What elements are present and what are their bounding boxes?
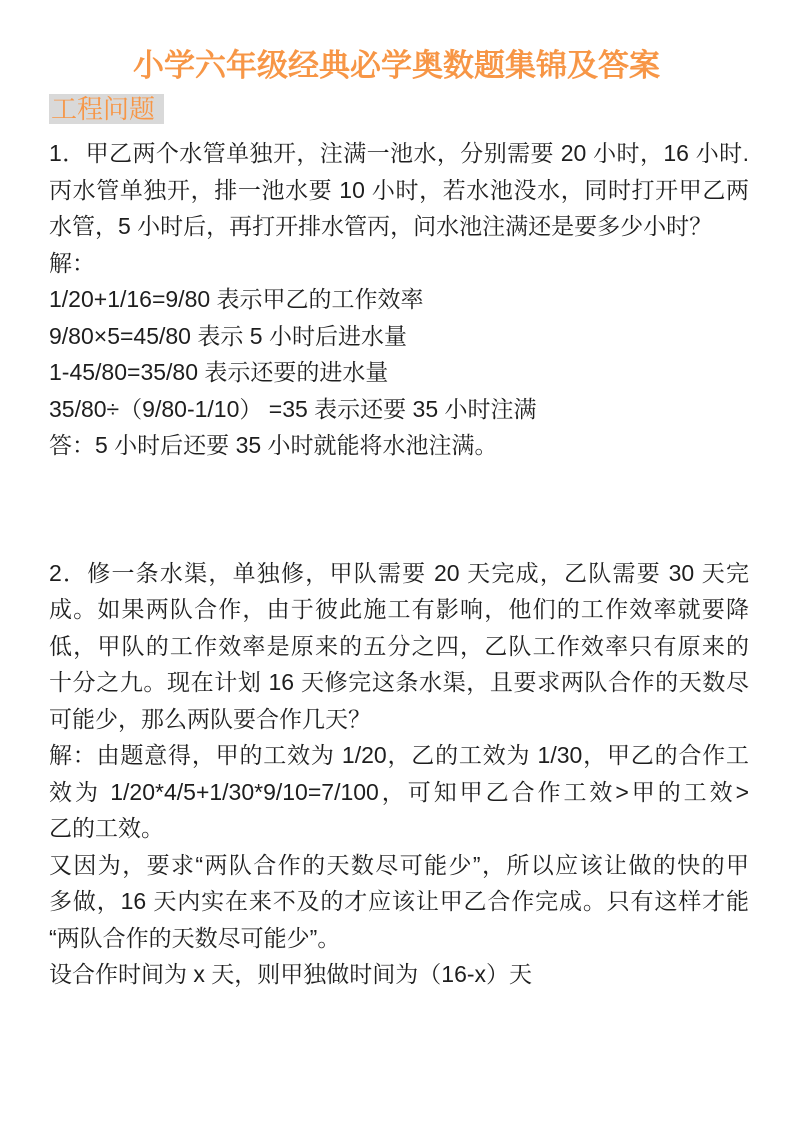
problem-1-step-2 [49, 318, 749, 355]
text-line: 解： [49, 249, 95, 276]
problem-1-solution-label [49, 245, 749, 282]
document-body [49, 135, 749, 993]
text-line: 又因为，要求“两队合作的天数尽可能少”，所以应该让做的快的甲 [49, 851, 749, 878]
text-line: 1-45/80=35/80 表示还要的进水量 [49, 359, 389, 385]
section-header: 工程问题 [49, 94, 164, 124]
text-line: 9/80×5=45/80 表示 5 小时后进水量 [49, 322, 407, 349]
text-line: 可能少，那么两队要合作几天？ [49, 705, 371, 732]
problem-2-solution [49, 737, 749, 847]
text-line: “两队合作的天数尽可能少”。 [49, 924, 341, 951]
problem-1-statement [49, 135, 749, 245]
problem-1-answer [49, 427, 749, 464]
section-header-row [49, 94, 793, 124]
text-line: 效为 1/20*4/5+1/30*9/10=7/100，可知甲乙合作工效>甲的工效> [49, 778, 749, 805]
text-line: 1/20+1/16=9/80 表示甲乙的工作效率 [49, 286, 424, 312]
problem-2-statement [49, 555, 749, 738]
text-line: 设合作时间为 x 天，则甲独做时间为（16-x）天 [49, 961, 533, 987]
text-line: 低，甲队的工作效率是原来的五分之四，乙队工作效率只有原来的 [49, 632, 749, 659]
text-line: 丙水管单独开，排一池水要 10 小时，若水池没水，同时打开甲乙两 [49, 176, 749, 203]
text-line: 35/80÷（9/80-1/10） =35 表示还要 35 小时注满 [49, 395, 537, 422]
text-line: 多做，16 天内实在来不及的才应该让甲乙合作完成。只有这样才能 [49, 888, 749, 914]
problem-2-setup [49, 956, 749, 993]
text-line: 解：由题意得，甲的工效为 1/20，乙的工效为 1/30，甲乙的合作工 [49, 742, 749, 768]
problem-1-step-1 [49, 281, 749, 318]
text-line: 水管，5 小时后，再打开排水管丙，问水池注满还是要多少小时？ [49, 213, 713, 239]
page-title: 小学六年级经典必学奥数题集锦及答案 [133, 48, 660, 83]
text-line: 1．甲乙两个水管单独开，注满一池水，分别需要 20 小时，16 小时. [49, 140, 749, 166]
text-line: 十分之九。现在计划 16 天修完这条水渠，且要求两队合作的天数尽 [49, 669, 749, 695]
text-line: 2．修一条水渠，单独修，甲队需要 20 天完成，乙队需要 30 天完 [49, 559, 749, 586]
text-line: 成。如果两队合作，由于彼此施工有影响，他们的工作效率就要降 [49, 596, 749, 622]
problem-1-step-3 [49, 354, 749, 391]
problem-1-step-4 [49, 391, 749, 428]
text-line: 乙的工效。 [49, 815, 164, 841]
text-line: 答：5 小时后还要 35 小时就能将水池注满。 [49, 432, 498, 458]
problem-2-reasoning [49, 847, 749, 957]
